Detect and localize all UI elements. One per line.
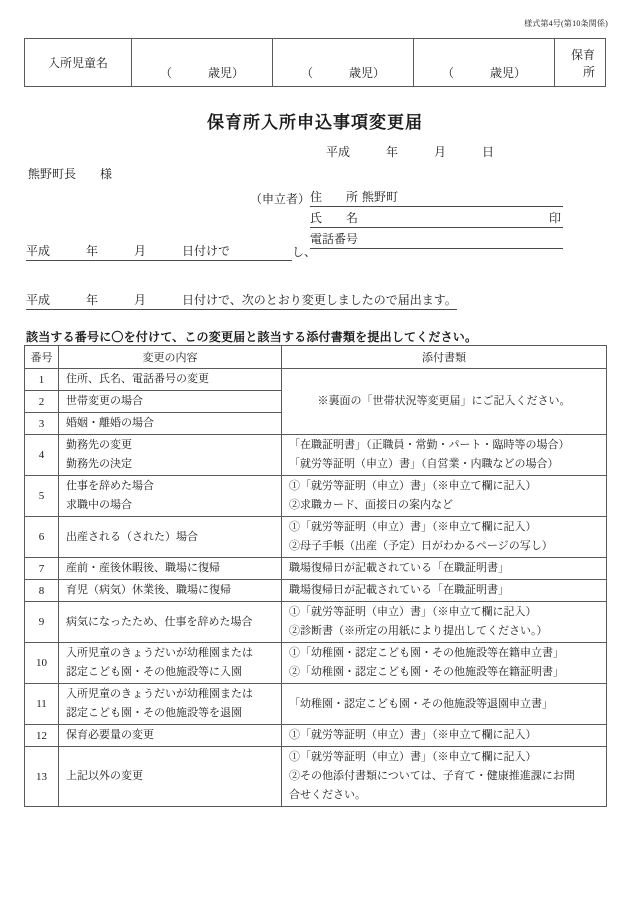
applicant-address-field[interactable] [310,188,563,207]
row-number[interactable]: 1 [25,369,59,391]
applicant-name-field[interactable] [310,209,563,228]
form-number: 様式第4号(第10条関係) [524,19,608,28]
row-documents [282,643,607,684]
row-description [59,369,282,391]
table-row [25,517,607,558]
row-description [59,747,282,807]
child-name-table [24,38,606,87]
description-line: 認定こども園・その他施設等を退園 [66,707,242,719]
description-line: 入所児童のきょうだいが幼稚園または [66,647,253,659]
column-header-no: 番号 [25,346,59,369]
row-number[interactable]: 2 [25,391,59,413]
applicant-tag: （申立者） [250,192,311,206]
facility-name-cell[interactable] [555,39,606,87]
facility-label: 保育所 [570,47,595,79]
statement-2-date[interactable]: 平成 年 月 日付けで、次のとおり変更しましたので届出ます。 [26,291,457,310]
row-number[interactable]: 12 [25,725,59,747]
description-line: 住所、氏名、電話番号の変更 [66,373,209,385]
row-documents [282,602,607,643]
document-line: ※裏面の「世帯状況等変更届」にご記入ください。 [317,395,571,407]
row-number[interactable]: 4 [25,435,59,476]
description-line: 求職中の場合 [66,499,132,511]
table-row [25,435,607,476]
addressee: 熊野町長 様 [28,167,113,181]
child-age-cell-1[interactable] [132,39,273,87]
applicant-phone-label: 電話番号 [310,232,359,246]
row-description [59,517,282,558]
table-row [25,476,607,517]
child-age-cell-2[interactable] [273,39,414,87]
applicant-name-row [250,207,563,228]
description-line: 世帯変更の場合 [66,395,143,407]
document-line: ②診断書（※所定の用紙により提出してください。） [289,625,548,637]
row-description [59,391,282,413]
document-line: ①「就労等証明（申立）書」（※申立て欄に記入） [289,606,537,618]
table-row [25,39,606,87]
document-line: 「幼稚園・認定こども園・その他施設等退園申立書」 [289,697,553,710]
change-items-table [24,345,607,807]
description-line: 育児（病気）休業後、職場に復帰 [66,584,231,596]
document-line: ①「就労等証明（申立）書」（※申立て欄に記入） [289,521,537,533]
document-line: 職場復帰日が記載されている「在職証明書」 [289,562,509,574]
row-documents [282,558,607,580]
row-description [59,725,282,747]
description-line: 上記以外の変更 [66,770,143,782]
document-line: ②求職カード、面接日の案内など [289,499,454,511]
instruction-text: 該当する番号に〇を付けて、この変更届と該当する添付書類を提出してください。 [26,330,478,344]
applicant-name-label: 氏 名 [310,211,359,225]
row-documents [282,435,607,476]
row-number[interactable]: 7 [25,558,59,580]
row-description [59,413,282,435]
applicant-block [250,186,563,249]
table-row [25,747,607,807]
row-number[interactable]: 11 [25,684,59,725]
document-line: 「就労等証明（申立）書」（自営業・内職などの場合） [289,458,559,470]
table-row [25,643,607,684]
description-line: 勤務先の変更 [66,439,132,451]
document-line: ②「幼稚園・認定こども園・その他施設等在籍証明書」 [289,666,564,678]
column-header-documents: 添付書類 [282,346,607,369]
child-name-label: 入所児童名 [25,39,132,87]
child-age-text-3: （ 歳児） [441,66,526,80]
row-documents [282,747,607,807]
statement-line-2 [26,291,457,310]
document-line: ①「就労等証明（申立）書」（※申立て欄に記入） [289,729,537,741]
row-description [59,476,282,517]
row-description [59,684,282,725]
row-documents [282,580,607,602]
description-line: 仕事を辞めた場合 [66,480,154,492]
statement-1-date[interactable]: 平成 年 月 日付けで [26,242,230,261]
description-line: 病気になったため、仕事を辞めた場合 [66,615,253,628]
row-documents [282,725,607,747]
description-line: 婚姻・離婚の場合 [66,417,154,429]
row-description [59,435,282,476]
document-line: ①「幼稚園・認定こども園・その他施設等在籍申立書」 [289,647,564,659]
statement-line-1 [26,242,316,261]
row-number[interactable]: 3 [25,413,59,435]
change-items-body [25,369,607,807]
document-line: ②母子手帳（出産（予定）日がわかるページの写し） [289,540,553,552]
table-row [25,602,607,643]
row-description [59,558,282,580]
statement-1-tail: し、 [292,245,317,259]
merged-document-note [282,369,607,435]
applicant-address-label: 住 所 [310,190,359,204]
applicant-address-row [250,186,563,207]
seal-mark-icon: 印 [548,211,561,225]
document-line: ①「就労等証明（申立）書」（※申立て欄に記入） [289,751,537,763]
row-description [59,602,282,643]
document-line: ②その他添付書類については、子育て・健康推進課にお問 [289,770,575,782]
row-number[interactable]: 9 [25,602,59,643]
row-number[interactable]: 13 [25,747,59,807]
table-row [25,369,607,391]
row-documents [282,476,607,517]
applicant-address-value: 熊野町 [362,190,399,204]
description-line: 出産される（された）場合 [66,530,198,543]
row-description [59,643,282,684]
column-header-description: 変更の内容 [59,346,282,369]
table-row [25,558,607,580]
submission-date-line [0,143,630,160]
description-line: 入所児童のきょうだいが幼稚園または [66,688,253,700]
document-line: ①「就労等証明（申立）書」（※申立て欄に記入） [289,480,537,492]
table-row [25,580,607,602]
row-number[interactable]: 10 [25,643,59,684]
table-row [25,725,607,747]
table-row [25,684,607,725]
document-line: 職場復帰日が記載されている「在職証明書」 [289,584,509,596]
row-documents [282,684,607,725]
row-documents [282,517,607,558]
description-line: 産前・産後休暇後、職場に復帰 [66,562,220,574]
child-age-text-2: （ 歳児） [300,66,385,80]
applicant-phone-field[interactable] [310,230,563,249]
description-line: 勤務先の決定 [66,458,132,470]
description-line: 認定こども園・その他施設等に入園 [66,666,242,678]
row-description [59,580,282,602]
row-number[interactable]: 8 [25,580,59,602]
row-number[interactable]: 6 [25,517,59,558]
child-age-cell-3[interactable] [414,39,555,87]
submission-date-text: 平成 年 月 日 [325,145,494,159]
description-line: 保育必要量の変更 [66,729,154,741]
child-age-text-1: （ 歳児） [159,66,244,80]
page-title: 保育所入所申込事項変更届 [207,113,423,132]
row-number[interactable]: 5 [25,476,59,517]
statement-1-blank[interactable] [230,259,292,261]
document-line: 合せください。 [289,789,366,801]
document-line: 「在職証明書」（正職員・常勤・パート・臨時等の場合） [289,439,570,451]
table-header-row [25,346,607,369]
